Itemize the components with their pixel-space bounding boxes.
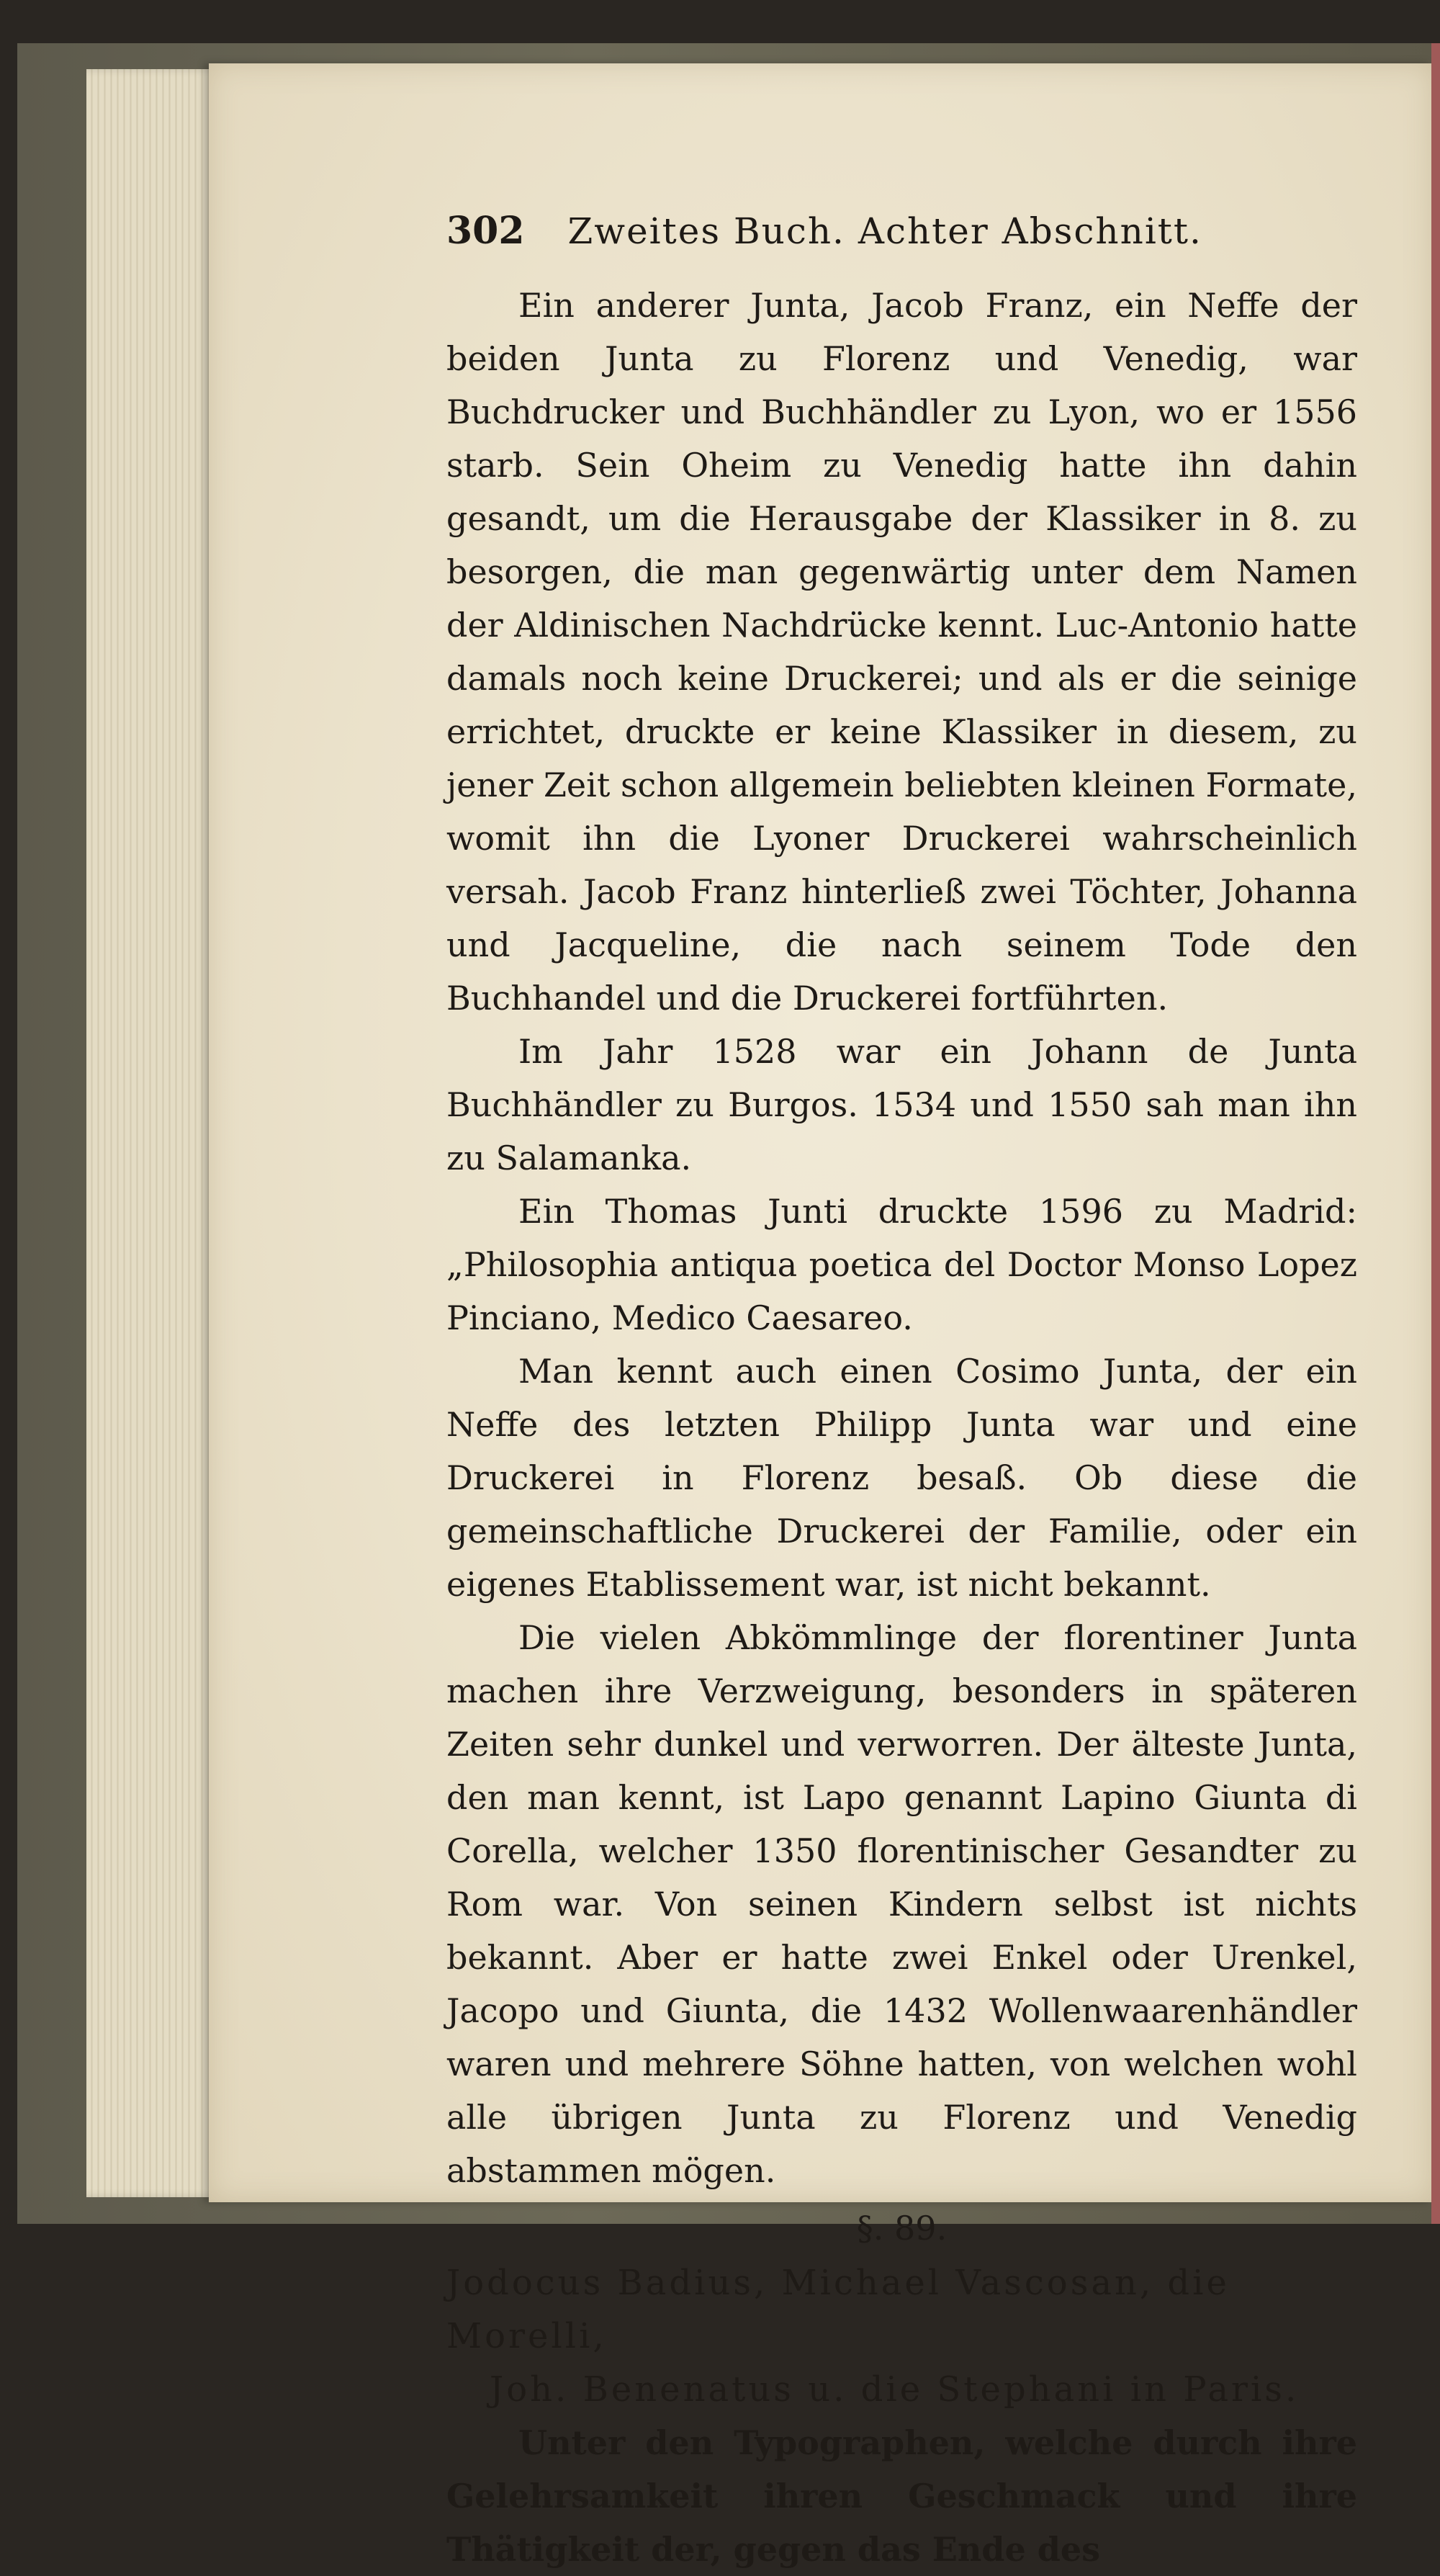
paragraph: Ein Thomas Junti druckte 1596 zu Madrid: „Philosophia antiqua poetica del Doctor Monso Lopez Pinciano, Medico Caesareo. xyxy=(446,1192,1357,1337)
section-title-line-2: Joh. Benenatus u. die Stephani in Paris. xyxy=(490,2369,1300,2410)
page-text xyxy=(446,209,1357,2576)
section-number: §. 89. xyxy=(856,2209,948,2248)
paragraph: Im Jahr 1528 war ein Johann de Junta Buchhändler zu Burgos. 1534 und 1550 sah man ihn zu Salamanka. xyxy=(446,1032,1357,1177)
paragraph: Unter den Typographen, welche durch ihre Gelehrsamkeit ihren Geschmack und ihre Thätigkeit der, gegen das Ende des xyxy=(446,2423,1357,2569)
paragraph: Ein anderer Junta, Jacob Franz, ein Neffe der beiden Junta zu Florenz und Venedig, war Buchdrucker und Buchhändler zu Lyon, wo er 1556 starb. Sein Oheim zu Venedig hatte ihn dahin gesandt, um die Herausgabe der Klassiker in 8. zu besorgen, die man gegenwärtig unter dem Namen der Aldinischen Nachdrücke kennt. Luc-Antonio hatte damals noch keine Druckerei; und als er die seinige errichtet, druckte er keine Klassiker in diesem, zu jener Zeit schon allgemein beliebten kleinen Formate, womit ihn die Lyoner Druckerei wahrscheinlich versah. Jacob Franz hinterließ zwei Töchter, Johanna und Jacqueline, die nach seinem Tode den Buchhandel und die Druckerei fortführten. xyxy=(446,286,1357,1018)
paragraph: Die vielen Abkömmlinge der florentiner Junta machen ihre Verzweigung, besonders in späteren Zeiten sehr dunkel und verworren. Der älteste Junta, den man kennt, ist Lapo genannt Lapino Giunta di Corella, welcher 1350 florentinischer Gesandter zu Rom war. Von seinen Kindern selbst ist nichts bekannt. Aber er hatte zwei Enkel oder Urenkel, Jacopo und Giunta, die 1432 Wollenwaarenhändler waren und mehrere Söhne hatten, von welchen wohl alle übrigen Junta zu Florenz und Venedig abstammen mögen. xyxy=(446,1618,1357,2190)
running-head: Zweites Buch. Achter Abschnitt. xyxy=(567,210,1202,252)
spine-edge xyxy=(1431,43,1440,2224)
section-title-line-1: Jodocus Badius, Michael Vascosan, die Morelli, xyxy=(446,2263,1230,2356)
page-header xyxy=(446,209,1357,253)
paragraph: Man kennt auch einen Cosimo Junta, der ein Neffe des letzten Philipp Junta war und eine Druckerei in Florenz besaß. Ob diese die gemeinschaftliche Druckerei der Familie, oder ein eigenes Etablissement war, ist nicht bekannt. xyxy=(446,1352,1357,1604)
page-number: 302 xyxy=(446,209,525,253)
